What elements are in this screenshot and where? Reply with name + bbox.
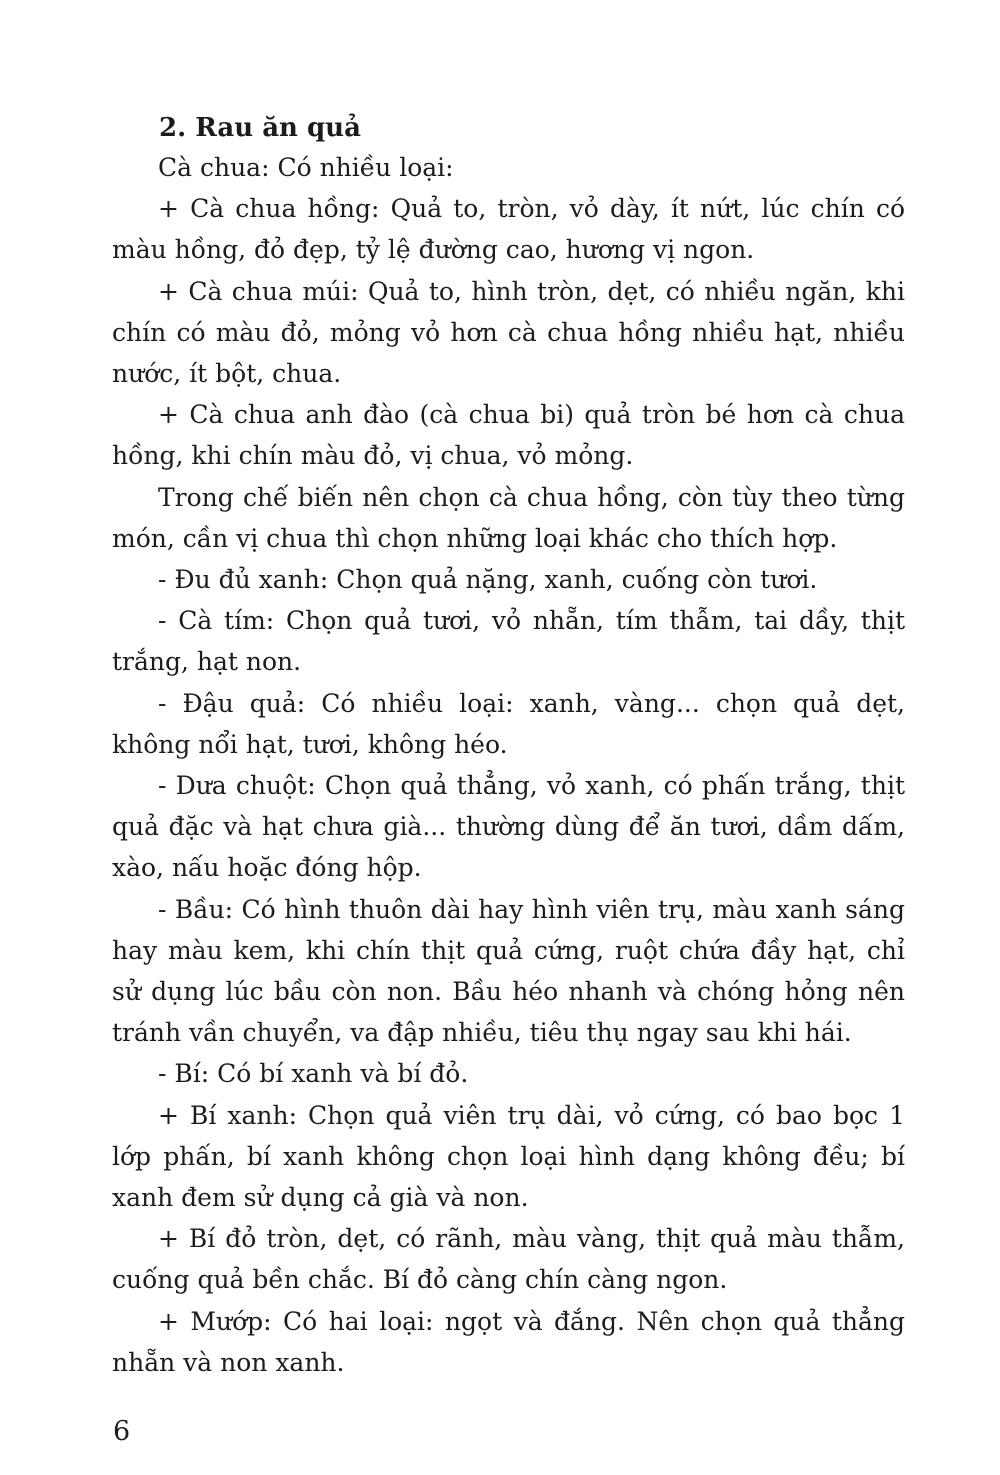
paragraph-pumpkin: + Bí đỏ tròn, dẹt, có rãnh, màu vàng, thịt quả màu thẫm, cuống quả bền chắc. Bí đỏ càng chín càng ngon. xyxy=(112,1224,905,1295)
paragraph-luffa: + Mướp: Có hai loại: ngọt và đắng. Nên chọn quả thẳng nhẵn và non xanh. xyxy=(112,1306,905,1377)
body-text xyxy=(112,147,905,1383)
paragraph-pink-tomato: + Cà chua hồng: Quả to, tròn, vỏ dày, ít nứt, lúc chín có màu hồng, đỏ đẹp, tỷ lệ đường cao, hương vị ngon. xyxy=(112,194,905,265)
paragraph-winter-melon: + Bí xanh: Chọn quả viên trụ dài, vỏ cứng, có bao bọc 1 lớp phấn, bí xanh không chọn loại hình dạng không đều; bí xanh đem sử dụng cả già và non. xyxy=(112,1100,905,1213)
paragraph-green-papaya: - Đu đủ xanh: Chọn quả nặng, xanh, cuống còn tươi. xyxy=(158,565,818,595)
page-number: 6 xyxy=(113,1416,131,1447)
paragraph-eggplant: - Cà tím: Chọn quả tươi, vỏ nhẵn, tím thẫm, tai dầy, thịt trắng, hạt non. xyxy=(112,606,905,677)
paragraph-tomato-processing: Trong chế biến nên chọn cà chua hồng, còn tùy theo từng món, cần vị chua thì chọn những loại khác cho thích hợp. xyxy=(112,482,905,553)
paragraph-squash-intro: - Bí: Có bí xanh và bí đỏ. xyxy=(158,1059,469,1089)
paragraph-tomato-intro: Cà chua: Có nhiều loại: xyxy=(158,153,454,182)
paragraph-gourd: - Bầu: Có hình thuôn dài hay hình viên trụ, màu xanh sáng hay màu kem, khi chín thịt quả cứng, ruột chứa đầy hạt, chỉ sử dụng lúc bầu còn non. Bầu héo nhanh và chóng hỏng nên tránh vần chuyển, va đập nhiều, tiêu thụ ngay sau khi hái. xyxy=(112,894,905,1048)
paragraph-cherry-tomato: + Cà chua anh đào (cà chua bi) quả tròn bé hơn cà chua hồng, khi chín màu đỏ, vị chua, vỏ mỏng. xyxy=(112,400,905,471)
paragraph-cucumber: - Dưa chuột: Chọn quả thẳng, vỏ xanh, có phấn trắng, thịt quả đặc và hạt chưa già... thường dùng để ăn tươi, dầm dấm, xào, nấu hoặc đóng hộp. xyxy=(112,771,905,883)
paragraph-beans: - Đậu quả: Có nhiều loại: xanh, vàng... chọn quả dẹt, không nổi hạt, tươi, không héo. xyxy=(112,688,905,759)
paragraph-segmented-tomato: + Cà chua múi: Quả to, hình tròn, dẹt, có nhiều ngăn, khi chín có màu đỏ, mỏng vỏ hơn cà chua hồng nhiều hạt, nhiều nước, ít bột, chua. xyxy=(112,276,905,389)
section-heading: 2. Rau ăn quả xyxy=(159,113,361,143)
